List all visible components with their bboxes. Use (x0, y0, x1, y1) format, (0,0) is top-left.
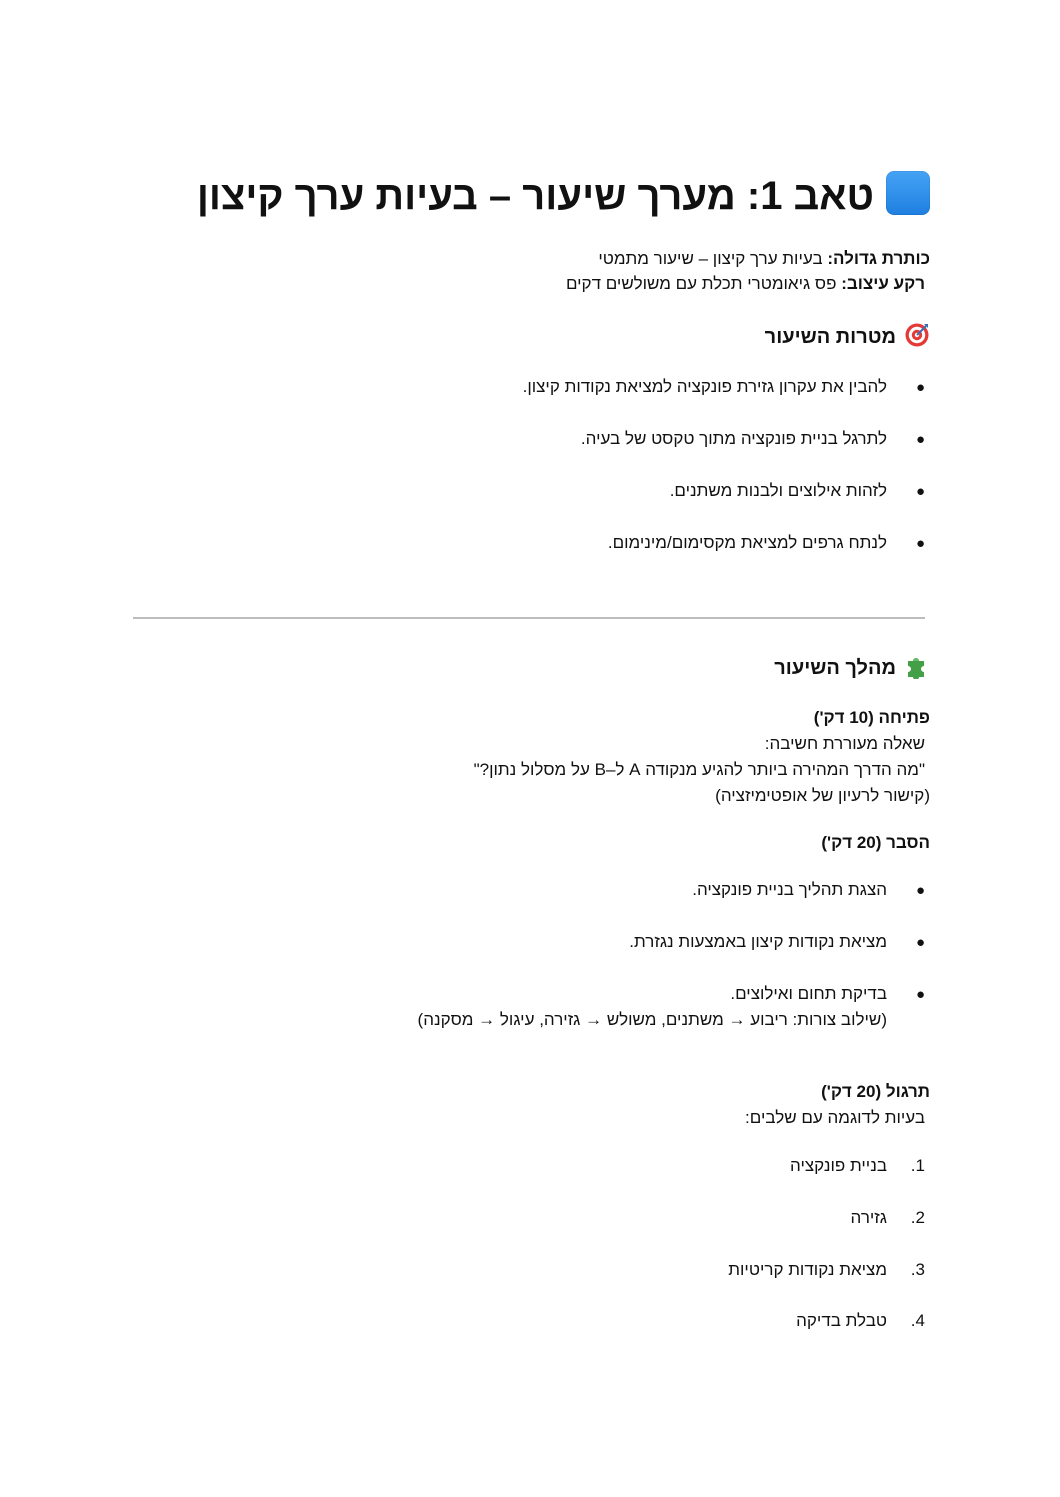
list-item-text: גזירה (850, 1208, 887, 1227)
section-divider (133, 617, 925, 619)
bullet: ● (915, 483, 925, 500)
list-item (125, 1257, 925, 1282)
list-item (125, 929, 925, 955)
big-title-label: כותרת גדולה: (827, 249, 930, 268)
goals-heading (130, 322, 930, 352)
list-item (125, 478, 925, 504)
bullet: ● (915, 535, 925, 552)
design-bg-value: פס גיאומטרי תכלת עם משולשים דקים (565, 274, 842, 293)
list-item-text: להבין את עקרון גזירת פונקציה למציאת נקודות קיצון. (522, 377, 887, 396)
puzzle-piece-icon (904, 653, 930, 679)
big-title-value: בעיות ערך קיצון – שיעור מתמטי (598, 249, 828, 268)
opening-line: "מה הדרך המהירה ביותר להגיע מנקודה A ל–B על מסלול נתון?" (473, 760, 925, 779)
explanation-heading: הסבר (20 דק') (821, 833, 930, 852)
list-item (125, 877, 925, 903)
bullet: ● (915, 882, 925, 899)
opening-line: (קישור לרעיון של אופטימיזציה) (715, 786, 930, 805)
list-item-text: הצגת תהליך בניית פונקציה. (692, 880, 887, 899)
list-item-text: טבלת בדיקה (796, 1311, 887, 1330)
list-number: 2. (910, 1208, 925, 1227)
big-title-line (130, 246, 930, 271)
list-number: 1. (910, 1156, 925, 1175)
list-item-text: בניית פונקציה (790, 1156, 887, 1175)
list-item (125, 1205, 925, 1230)
page-title-text: טאב 1: מערך שיעור – בעיות ערך קיצון (196, 174, 874, 218)
practice-intro: בעיות לדוגמה עם שלבים: (745, 1108, 925, 1127)
practice-heading: תרגול (20 דק') (821, 1082, 930, 1101)
list-item-text: לתרגל בניית פונקציה מתוך טקסט של בעיה. (580, 429, 887, 448)
list-item (125, 1308, 925, 1333)
list-number: 3. (910, 1260, 925, 1279)
design-bg-label: רקע עיצוב: (841, 274, 925, 293)
list-item-text: מציאת נקודות קיצון באמצעות נגזרת. (629, 932, 887, 951)
page-title (130, 166, 930, 226)
list-item (125, 374, 925, 400)
target-icon (904, 322, 930, 348)
list-number: 4. (910, 1311, 925, 1330)
opening-line: שאלה מעוררת חשיבה: (764, 734, 925, 753)
explanation-note: (שילוב צורות: ריבוע → משתנים, משולש → גזירה, עיגול → מסקנה) (417, 1010, 887, 1029)
list-item-text: לנתח גרפים למציאת מקסימום/מינימום. (607, 533, 887, 552)
list-item (125, 981, 925, 1007)
goals-heading-text: מטרות השיעור (764, 326, 896, 348)
bullet: ● (915, 934, 925, 951)
process-heading (130, 653, 930, 683)
list-item (125, 1153, 925, 1178)
list-item-text: לזהות אילוצים ולבנות משתנים. (669, 481, 887, 500)
blue-square-icon (886, 171, 930, 215)
list-item-text: מציאת נקודות קריטיות (728, 1260, 887, 1279)
process-heading-text: מהלך השיעור (774, 657, 896, 679)
design-bg-line (125, 271, 925, 296)
list-item-text: בדיקת תחום ואילוצים. (730, 984, 887, 1003)
bullet: ● (915, 431, 925, 448)
bullet: ● (915, 986, 925, 1003)
list-item (125, 426, 925, 452)
bullet: ● (915, 379, 925, 396)
opening-heading: פתיחה (10 דק') (813, 708, 930, 727)
list-item (125, 530, 925, 556)
